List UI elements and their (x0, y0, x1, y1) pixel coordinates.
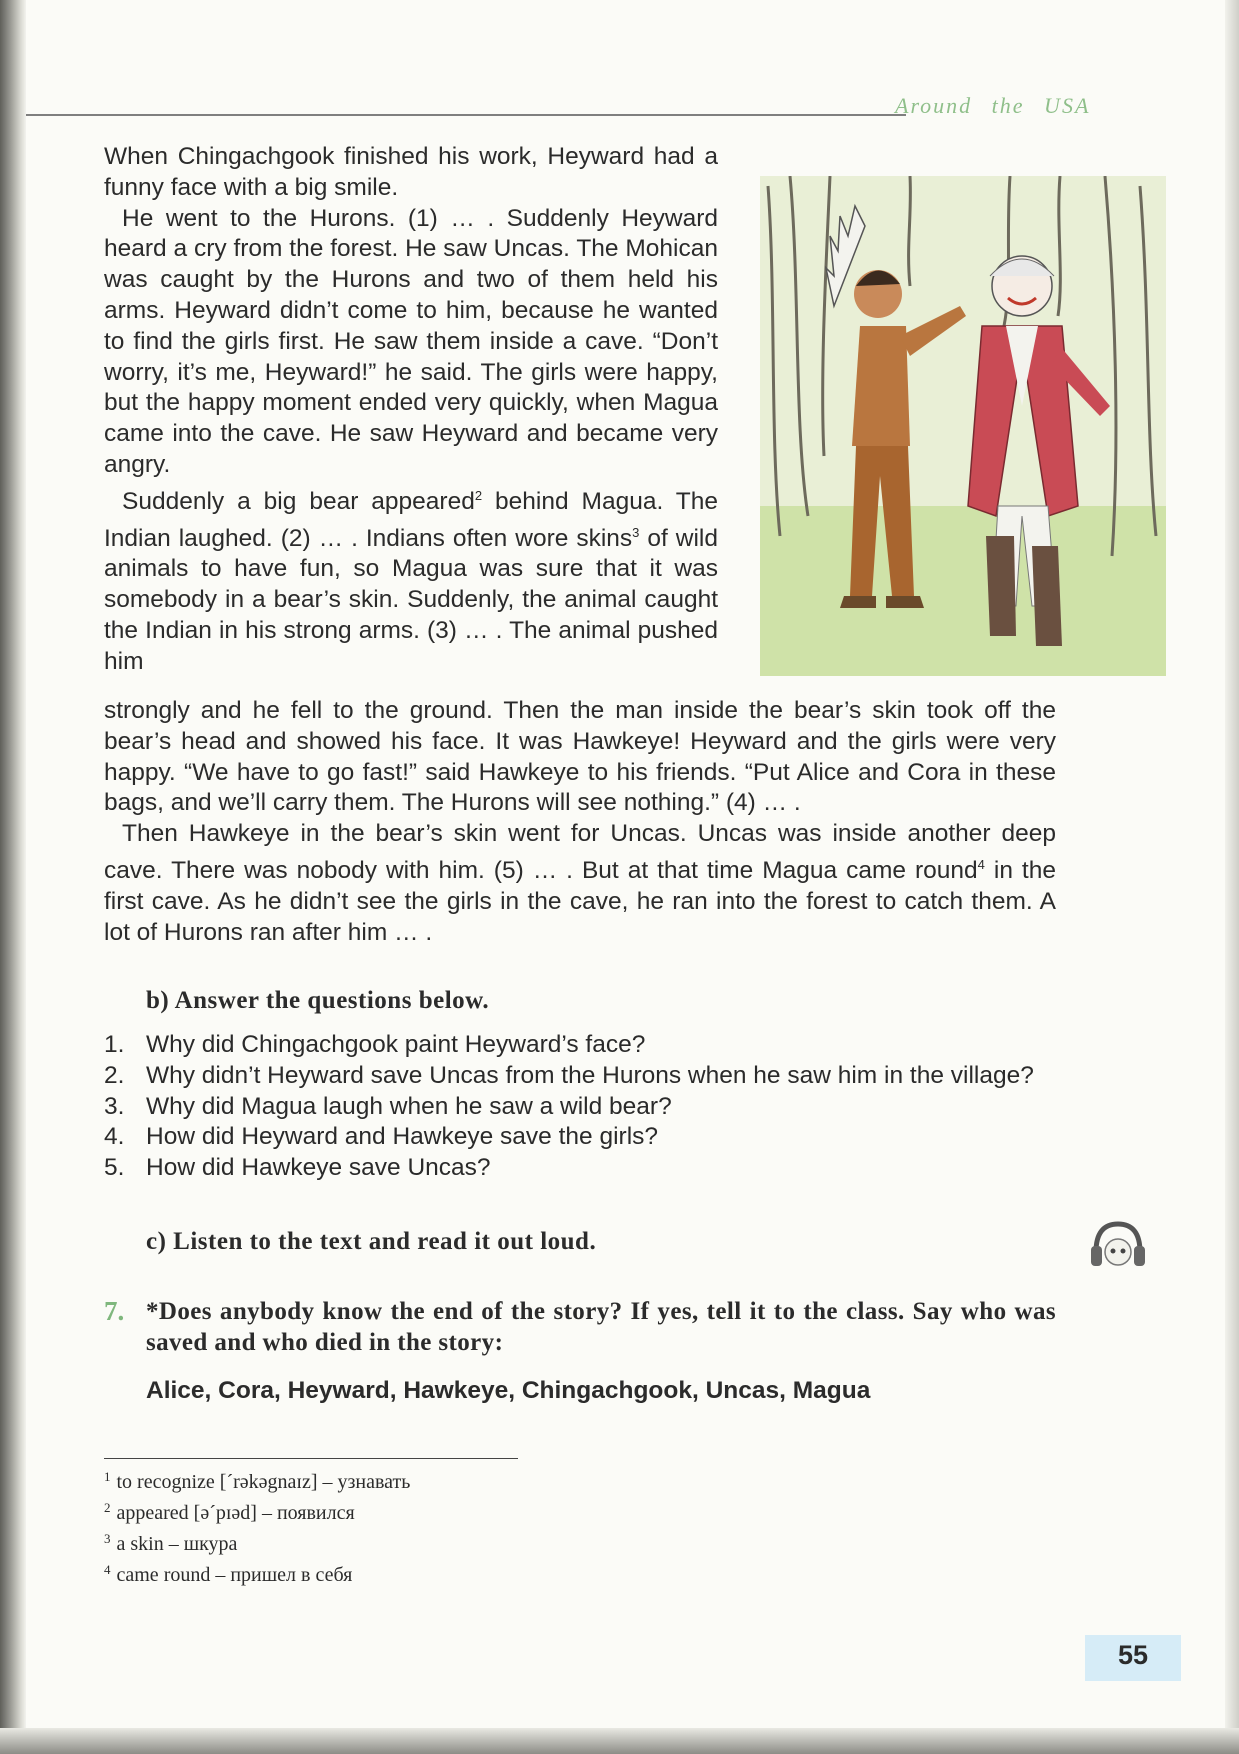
footnote: $^4$ came round – пришел в себя (104, 1562, 353, 1586)
section-c-heading: c) Listen to the text and read it out loud. (146, 1228, 597, 1255)
list-item: 4. How did Heyward and Hawkeye save the girls? (104, 1123, 659, 1151)
list-item: 5. How did Hawkeye save Uncas? (104, 1154, 491, 1182)
section-b-heading: b) Answer the questions below. (146, 987, 490, 1014)
footnote: $^3$ a skin – шкура (104, 1531, 238, 1555)
question-list (104, 1030, 1056, 1184)
footnote: $^2$ appeared [əˊpɪəd] – появился (104, 1500, 355, 1524)
footnote-mark: 2 (474, 487, 483, 503)
story-paragraph-1: When Chingachgook finished his work, Heyward had a funny face with a big smile. (104, 143, 718, 201)
story-paragraph-3-end: strongly and he fell to the ground. Then the man inside the bear’s skin took off the bear’s head and showed his face. It was Hawkeye! Heyward and the girls were very happy. “We have to go fast!” said Hawkeye to his friends. “Put Alice and Cora in these bags, and we’ll carry them. The Hurons will see nothing.” (4) … . (104, 697, 1056, 817)
story-text-wide (104, 696, 1056, 948)
page-number: 55 (1118, 1640, 1149, 1670)
footnote-mark: 3 (632, 524, 640, 540)
list-item: 2. Why didn’t Heyward save Uncas from the Hurons when he saw him in the village? (104, 1061, 1034, 1089)
exercise-7-instruction: *Does anybody know the end of the story? If yes, tell it to the class. Say who was saved and who died in the story: (146, 1298, 1056, 1356)
exercise-number: 7. (104, 1296, 125, 1326)
header-rule (26, 114, 906, 116)
story-paragraph-4: Then Hawkeye in the bear’s skin went for Uncas. Uncas was inside another deep cave. There was nobody with him. (5) … . But at that time Magua came round$^4$ in the first cave. As he didn’t see the girls in the cave, he ran into the forest to catch them. A lot of Hurons ran after him … . (104, 820, 1056, 946)
page-edge (1225, 0, 1239, 1754)
footnote-mark: 4 (977, 856, 985, 872)
list-item: 1. Why did Chingachgook paint Heyward’s face? (104, 1031, 646, 1058)
footnotes (104, 1464, 410, 1588)
footnote: $^1$ to recognize [ˊrəkəgnaɪz] – узнавать (104, 1469, 411, 1493)
story-paragraph-2: He went to the Hurons. (1) … . Suddenly Heyward heard a cry from the forest. He saw Uncas. The Mohican was caught by the Hurons and two of them held his arms. Heyward didn’t come to him, because he wanted to find the girls first. He saw them inside a cave. “Don’t worry, it’s me, Heyward!” he said. The girls were happy, but the happy moment ended very quickly, when Magua came into the cave. He saw Heyward and became very angry. (104, 204, 718, 478)
list-item: 3. Why did Magua laugh when he saw a wild bear? (104, 1092, 672, 1120)
character-names: Alice, Cora, Heyward, Hawkeye, Chingachgook, Uncas, Magua (146, 1377, 871, 1404)
running-head: Around the USA (895, 93, 1091, 118)
footnote-rule (104, 1458, 518, 1459)
scan-bottom-edge (0, 1728, 1239, 1754)
headphones-icon (1088, 1218, 1148, 1272)
story-illustration (760, 176, 1166, 676)
story-text-column (104, 142, 718, 678)
book-spine-shadow (0, 0, 26, 1742)
story-paragraph-3-start: Suddenly a big bear appeared$^2$ behind Magua. The Indian laughed. (2) … . Indians often wore skins$^3$ of wild animals to have fun, so Magua was sure that it was somebody in a bear’s skin. Suddenly, the animal caught the Indian in his strong arms. (3) … . The animal pushed him (104, 487, 718, 675)
